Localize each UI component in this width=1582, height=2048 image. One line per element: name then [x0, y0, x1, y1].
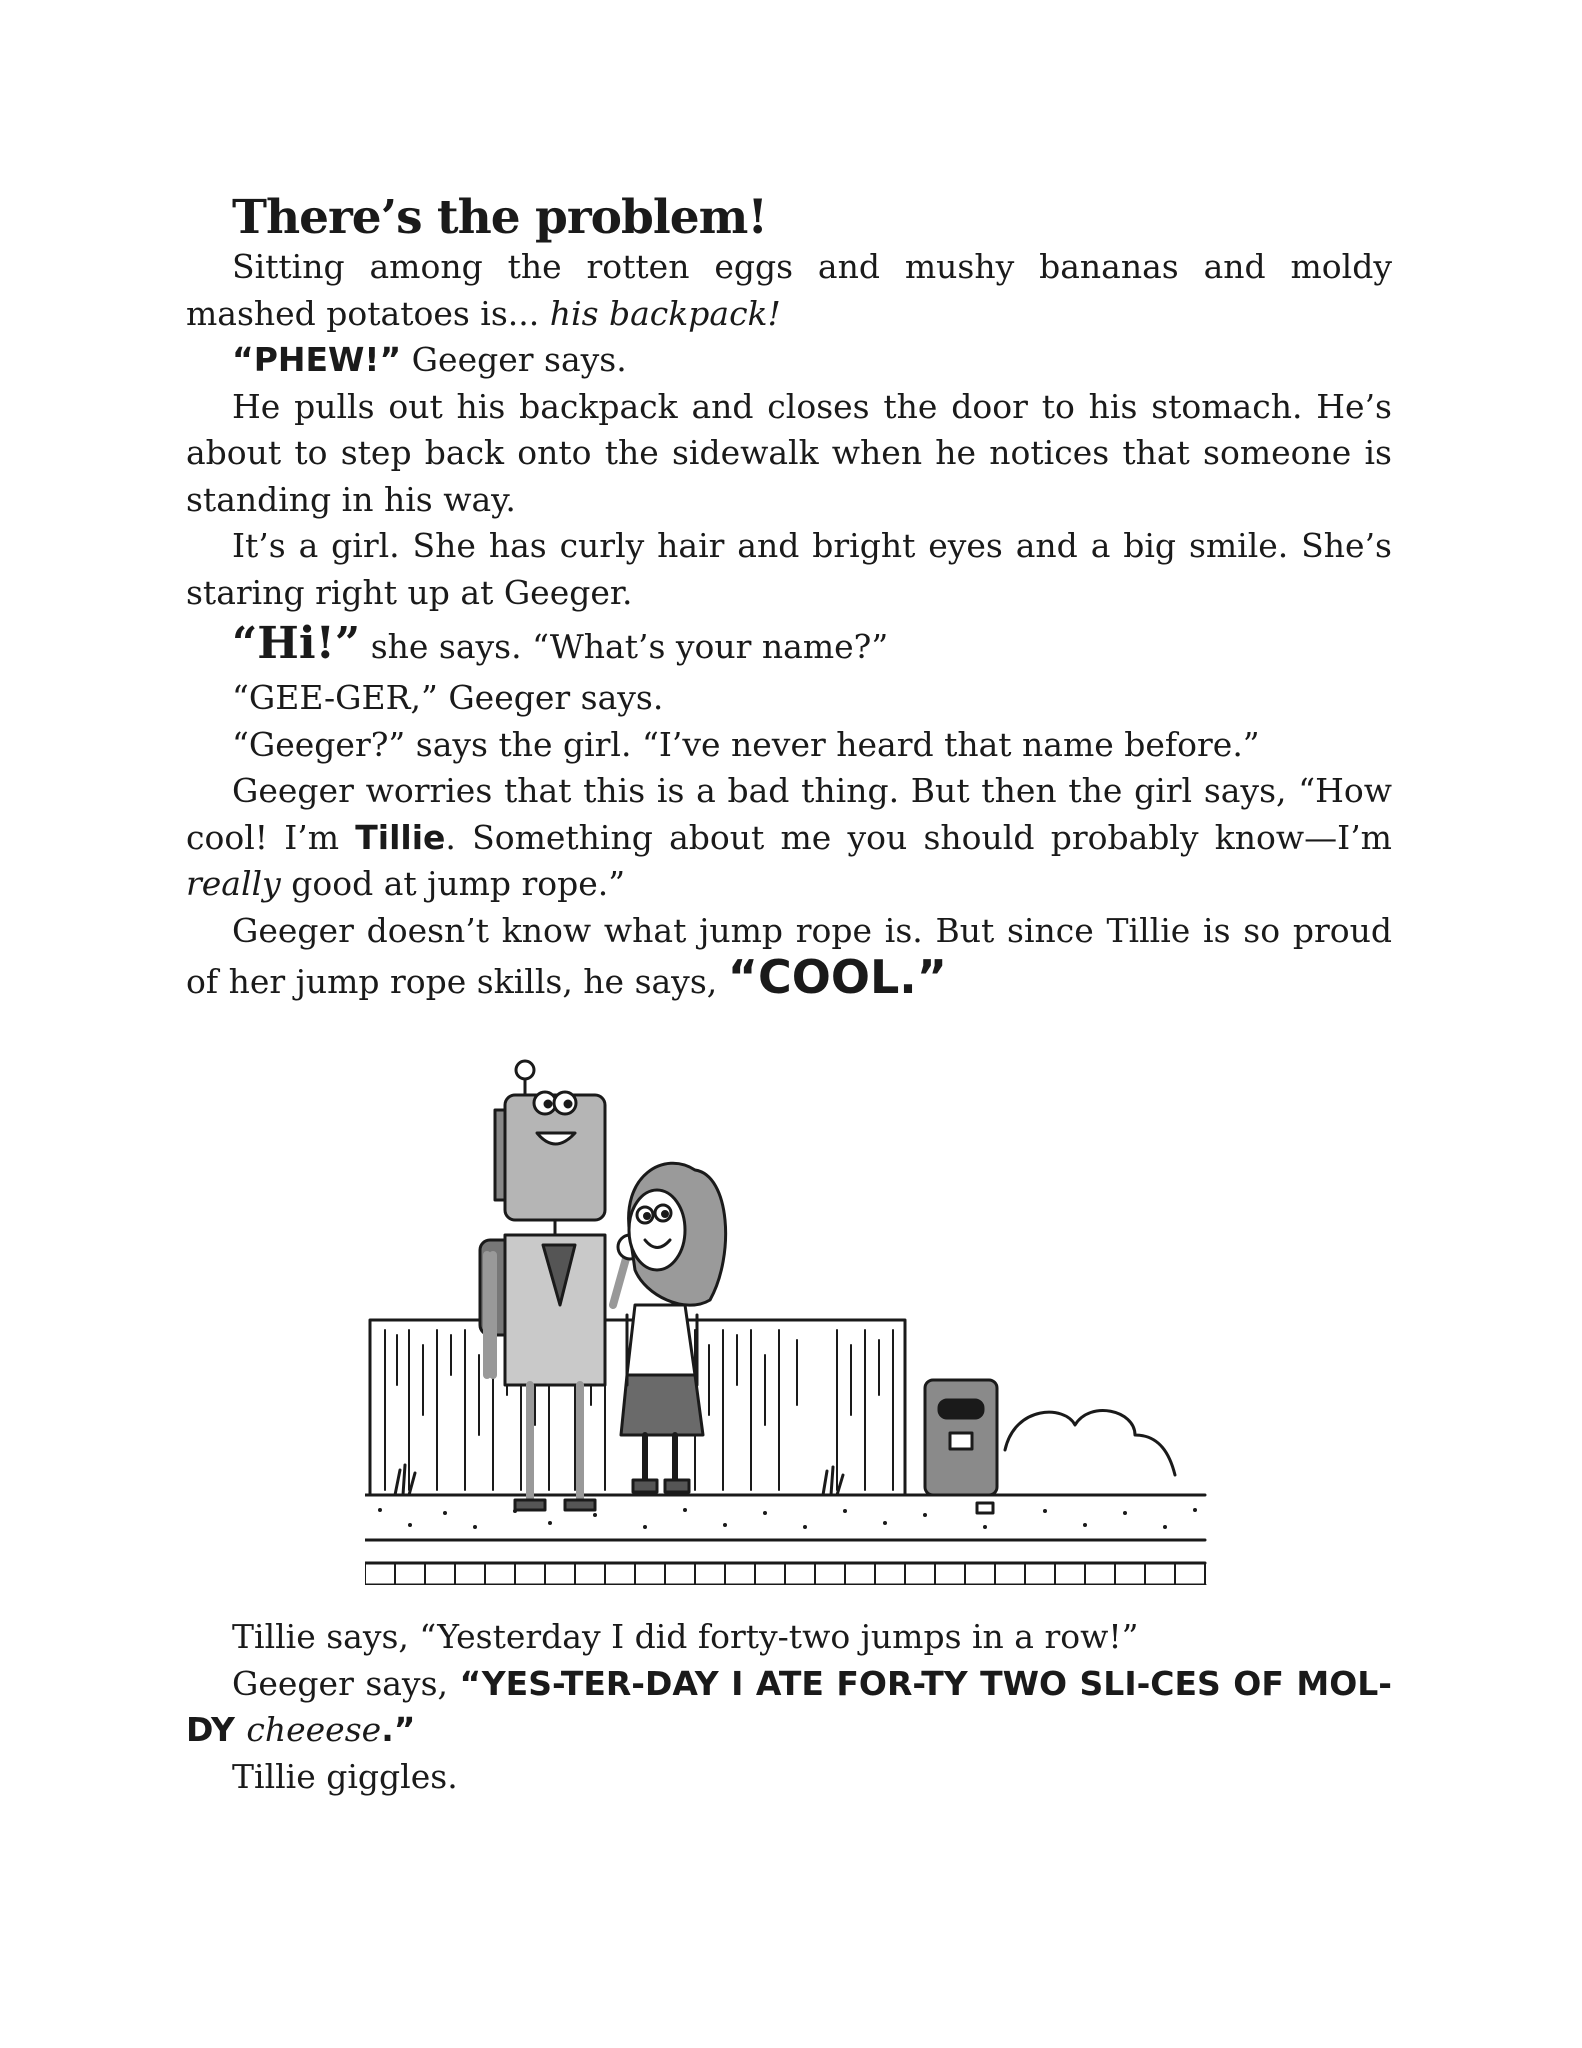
p8-italic: really	[186, 864, 281, 903]
geeger-shout: “YES-TER-DAY I ATE FOR-TY TWO SLI-CES OF MOL-DY	[186, 1663, 1392, 1749]
grass-tuft	[395, 1465, 843, 1495]
p5-text: she says. “What’s your name?”	[360, 627, 889, 666]
cheeese-italic: cheeese	[246, 1710, 382, 1749]
p8-text-e: good at jump rope.”	[280, 864, 626, 903]
sidewalk	[365, 1495, 1205, 1585]
hi-exclamation: “Hi!”	[232, 618, 361, 669]
p1-italic: his backpack!	[549, 293, 781, 333]
illustration-geeger-and-tillie	[365, 1055, 1215, 1585]
paragraph-7: “Geeger?” says the girl. “I’ve never heard that name before.”	[232, 724, 1260, 764]
paragraph-6: “GEE-GER,” Geeger says.	[232, 678, 664, 717]
paragraph-11	[186, 1661, 1392, 1754]
story-text	[186, 188, 1392, 1006]
paragraph-10: Tillie says, “Yesterday I did forty-two jumps in a row!”	[232, 1617, 1139, 1656]
paragraph-8	[186, 768, 1392, 908]
can-litter	[977, 1503, 993, 1513]
paragraph-1	[186, 244, 1392, 337]
p8-text-a: Geeger worries that this is a bad thing. But then the girl says, “How cool! I’m	[186, 771, 1392, 857]
p9-text: Geeger doesn’t know what jump rope is. But since Tillie is so proud of her jump rope skills, he says,	[186, 910, 1392, 1001]
p8-text-c: . Something about me you should probably know—I’m	[445, 817, 1392, 857]
cool-exclamation: “COOL.”	[727, 950, 947, 1004]
trash-bin	[925, 1380, 997, 1495]
paragraph-3: He pulls out his backpack and closes the door to his stomach. He’s about to step back onto the sidewalk when he notices that someone is standing in his way.	[186, 386, 1392, 519]
tillie-name: Tillie	[355, 817, 446, 857]
tillie-girl	[621, 1163, 726, 1492]
p2-text: Geeger says.	[401, 340, 627, 379]
paragraph-5	[186, 616, 1392, 675]
paragraph-9	[186, 908, 1392, 1006]
p1-text: Sitting among the rotten eggs and mushy bananas and moldy mashed potatoes is...	[186, 247, 1392, 333]
p11-text: Geeger says,	[232, 1663, 460, 1703]
paragraph-12: Tillie giggles.	[232, 1756, 458, 1796]
p11-end: .”	[381, 1710, 416, 1749]
heading: There’s the problem!	[232, 190, 768, 245]
bush	[1005, 1411, 1175, 1475]
paragraph-4: It’s a girl. She has curly hair and bright eyes and a big smile. She’s staring right up at Geeger.	[186, 526, 1392, 612]
story-text-continued	[186, 1614, 1392, 1800]
phew-exclamation: “PHEW!”	[232, 340, 402, 379]
paragraph-2	[186, 337, 1392, 384]
geeger-robot	[480, 1061, 642, 1510]
